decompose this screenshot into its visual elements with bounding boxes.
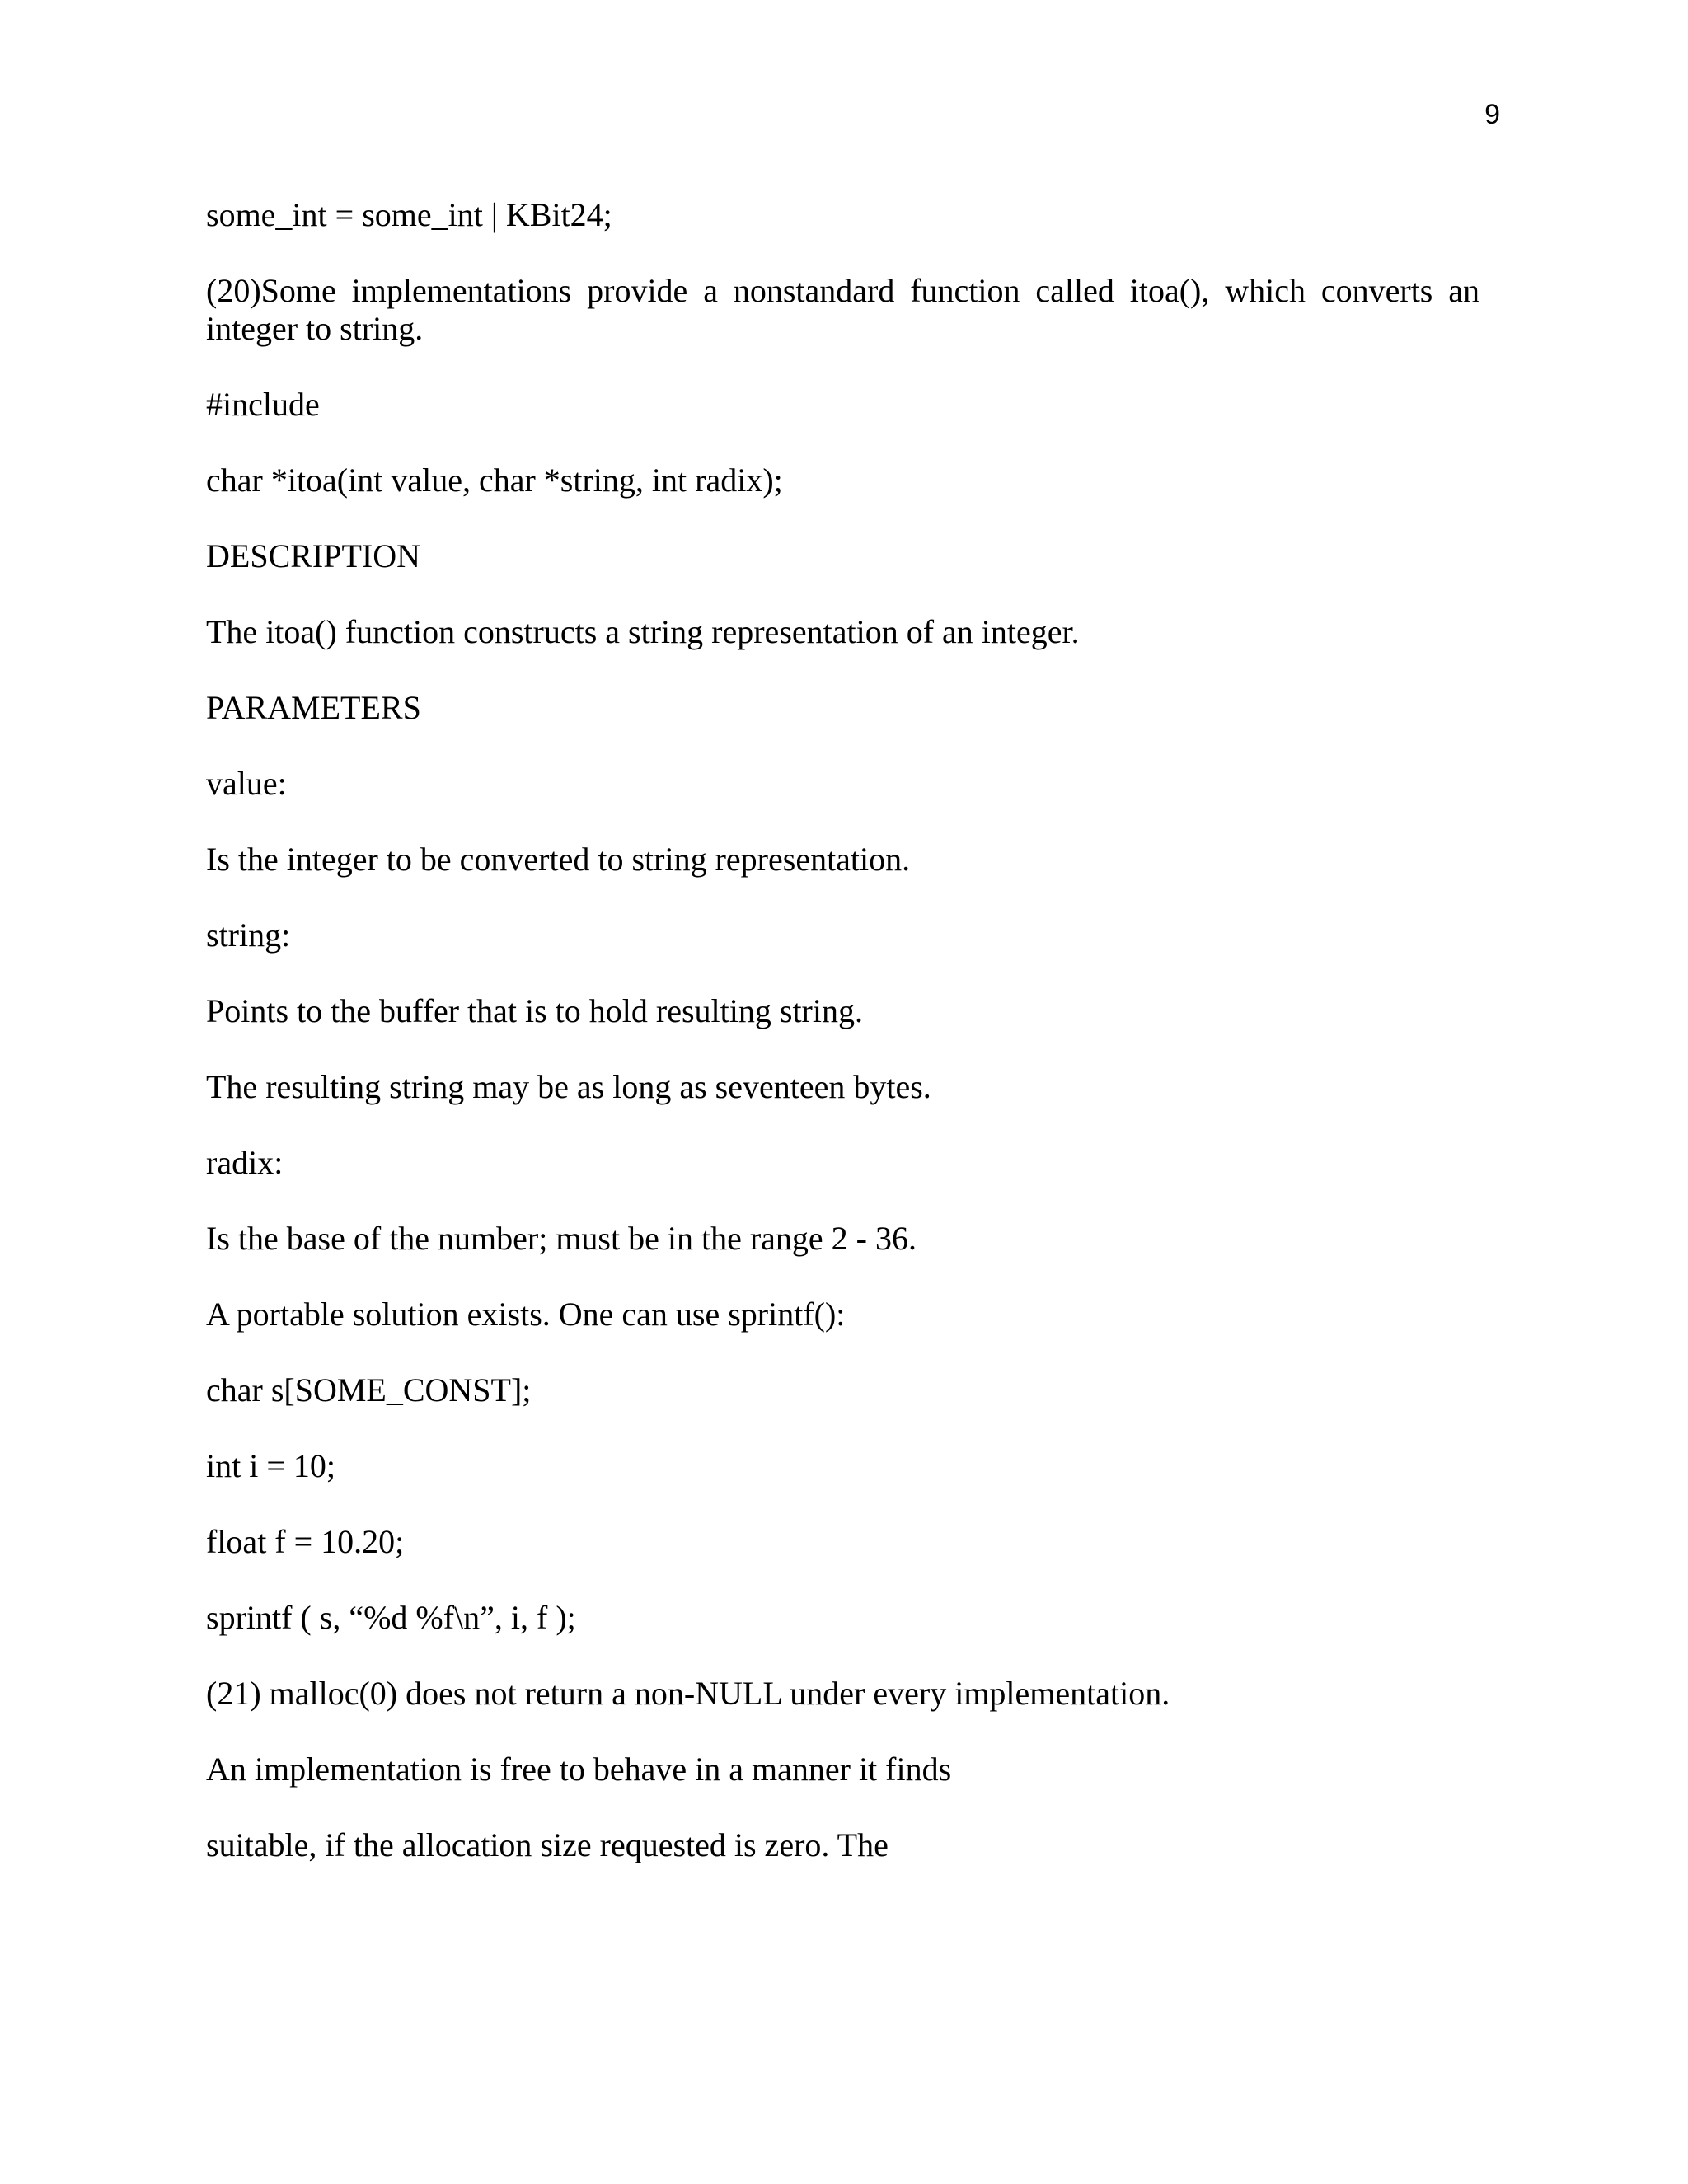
paragraph-malloc-intro: (21) malloc(0) does not return a non-NULL under every implementation. — [206, 1675, 1170, 1712]
param-string-label: string: — [206, 916, 291, 954]
code-line-bitwise-or: some_int = some_int | KBit24; — [206, 196, 612, 233]
document-body — [206, 196, 1479, 1902]
code-line-include: #include — [206, 386, 320, 423]
paragraph-description: The itoa() function constructs a string representation of an integer. — [206, 613, 1080, 650]
param-radix-label: radix: — [206, 1144, 284, 1181]
paragraph-malloc-line-2: suitable, if the allocation size requested is zero. The — [206, 1826, 889, 1863]
paragraph-malloc-line-1: An implementation is free to behave in a manner it finds — [206, 1750, 952, 1788]
code-line-sprintf-call: sprintf ( s, “%d %f\n”, i, f ); — [206, 1599, 576, 1636]
code-line-itoa-signature: char *itoa(int value, char *string, int radix); — [206, 462, 783, 499]
param-radix-description: Is the base of the number; must be in the range 2 - 36. — [206, 1220, 917, 1257]
paragraph-itoa-intro: (20)Some implementations provide a nonstandard function called itoa(), which converts an integer to string. — [206, 272, 1479, 347]
code-line-int-decl: int i = 10; — [206, 1447, 336, 1484]
param-string-description: Points to the buffer that is to hold resulting string. — [206, 992, 863, 1029]
paragraph-portable-solution: A portable solution exists. One can use sprintf(): — [206, 1296, 846, 1333]
heading-description: DESCRIPTION — [206, 537, 421, 574]
heading-parameters: PARAMETERS — [206, 689, 421, 726]
param-value-label: value: — [206, 765, 287, 802]
code-line-char-array: char s[SOME_CONST]; — [206, 1371, 532, 1408]
param-value-description: Is the integer to be converted to string representation. — [206, 841, 911, 878]
param-string-note: The resulting string may be as long as seventeen bytes. — [206, 1068, 931, 1105]
code-line-float-decl: float f = 10.20; — [206, 1523, 405, 1560]
page-number: 9 — [1484, 99, 1500, 130]
